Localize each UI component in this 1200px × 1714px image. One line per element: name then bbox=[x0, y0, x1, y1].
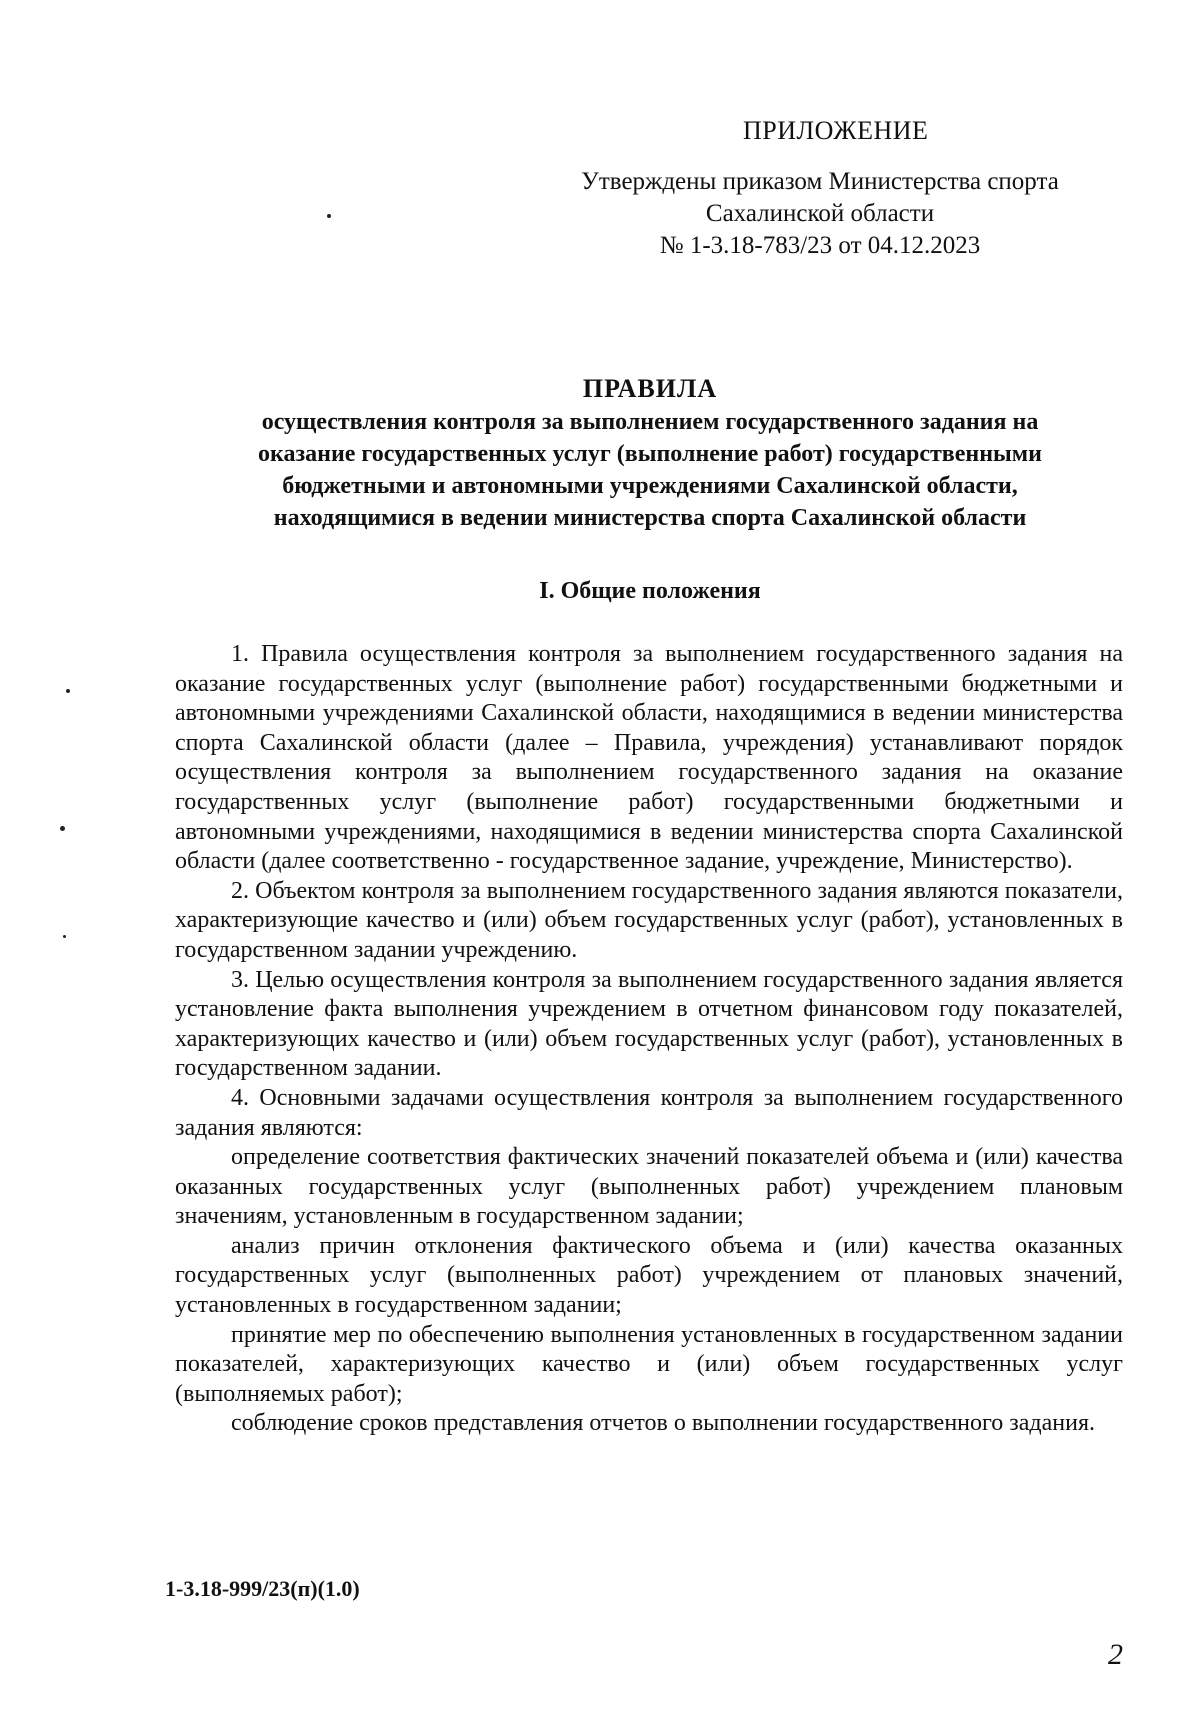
document-title bbox=[150, 372, 1150, 534]
approval-stamp-text bbox=[540, 166, 1100, 262]
approval-line: Сахалинской области bbox=[705, 200, 935, 227]
paragraph: 2. Объектом контроля за выполнением государственного задания являются показатели, характеризующие качество и (или) объем государственных услуг (работ), установленных в государственном задании учреждению. bbox=[175, 877, 1123, 963]
scan-speck bbox=[60, 826, 65, 831]
title-main: ПРАВИЛА bbox=[582, 374, 718, 403]
title-sub-line: бюджетными и автономными учреждениями Сахалинской области, bbox=[282, 473, 1018, 499]
document-code: 1-3.18-999/23(п)(1.0) bbox=[165, 1576, 360, 1601]
paragraph: соблюдение сроков представления отчетов о выполнении государственного задания. bbox=[231, 1410, 1095, 1437]
title-sub-line: осуществления контроля за выполнением государственного задания на bbox=[261, 409, 1039, 435]
handwritten-page-number: 2 bbox=[1108, 1638, 1123, 1671]
scan-speck bbox=[66, 689, 70, 693]
paragraph: принятие мер по обеспечению выполнения установленных в государственном задании показателей, характеризующих качество и (или) объем государственных услуг (выполняемых работ); bbox=[175, 1321, 1123, 1407]
title-sub-line: находящимися в ведении министерства спорта Сахалинской области bbox=[273, 505, 1027, 531]
paragraph: анализ причин отклонения фактического объема и (или) качества оказанных государственных услуг (выполненных работ) учреждением от плановых значений, установленных в государственном задании; bbox=[175, 1232, 1123, 1319]
paragraph: 3. Целью осуществления контроля за выполнением государственного задания является установление факта выполнения учреждением в отчетном финансовом году показателей, характеризующих качество и (или) объем государственных услуг (работ), установленных в государственном задании. bbox=[175, 966, 1123, 1082]
approval-line: № 1-3.18-783/23 от 04.12.2023 bbox=[659, 232, 981, 259]
paragraph: 4. Основными задачами осуществления контроля за выполнением государственного задания являются: bbox=[175, 1084, 1123, 1141]
title-sub-line: оказание государственных услуг (выполнение работ) государственными bbox=[258, 441, 1042, 467]
paragraph: определение соответствия фактических значений показателей объема и (или) качества оказанных государственных услуг (выполненных работ) учреждением плановым значениям, установленным в государственном задании; bbox=[175, 1144, 1123, 1230]
scan-speck bbox=[327, 214, 331, 218]
document-body bbox=[175, 640, 1123, 1439]
appendix-label: ПРИЛОЖЕНИЕ bbox=[743, 116, 929, 145]
paragraph: 1. Правила осуществления контроля за выполнением государственного задания на оказание государственных услуг (выполнение работ) государственными бюджетными и автономными учреждениями Сахалинской области, находящимися в ведении министерства спорта Сахалинской области (далее – Правила, учреждения) устанавливают порядок осуществления контроля за выполнением государственного задания на оказание государственных услуг (выполнение работ) государственными бюджетными и автономными учреждениями, находящимися в ведении министерства спорта Сахалинской области (далее соответственно - государственное задание, учреждение, Министерство). bbox=[175, 641, 1123, 875]
section-heading: I. Общие положения bbox=[539, 578, 761, 604]
scan-speck bbox=[63, 935, 66, 938]
approval-line: Утверждены приказом Министерства спорта bbox=[581, 168, 1059, 195]
